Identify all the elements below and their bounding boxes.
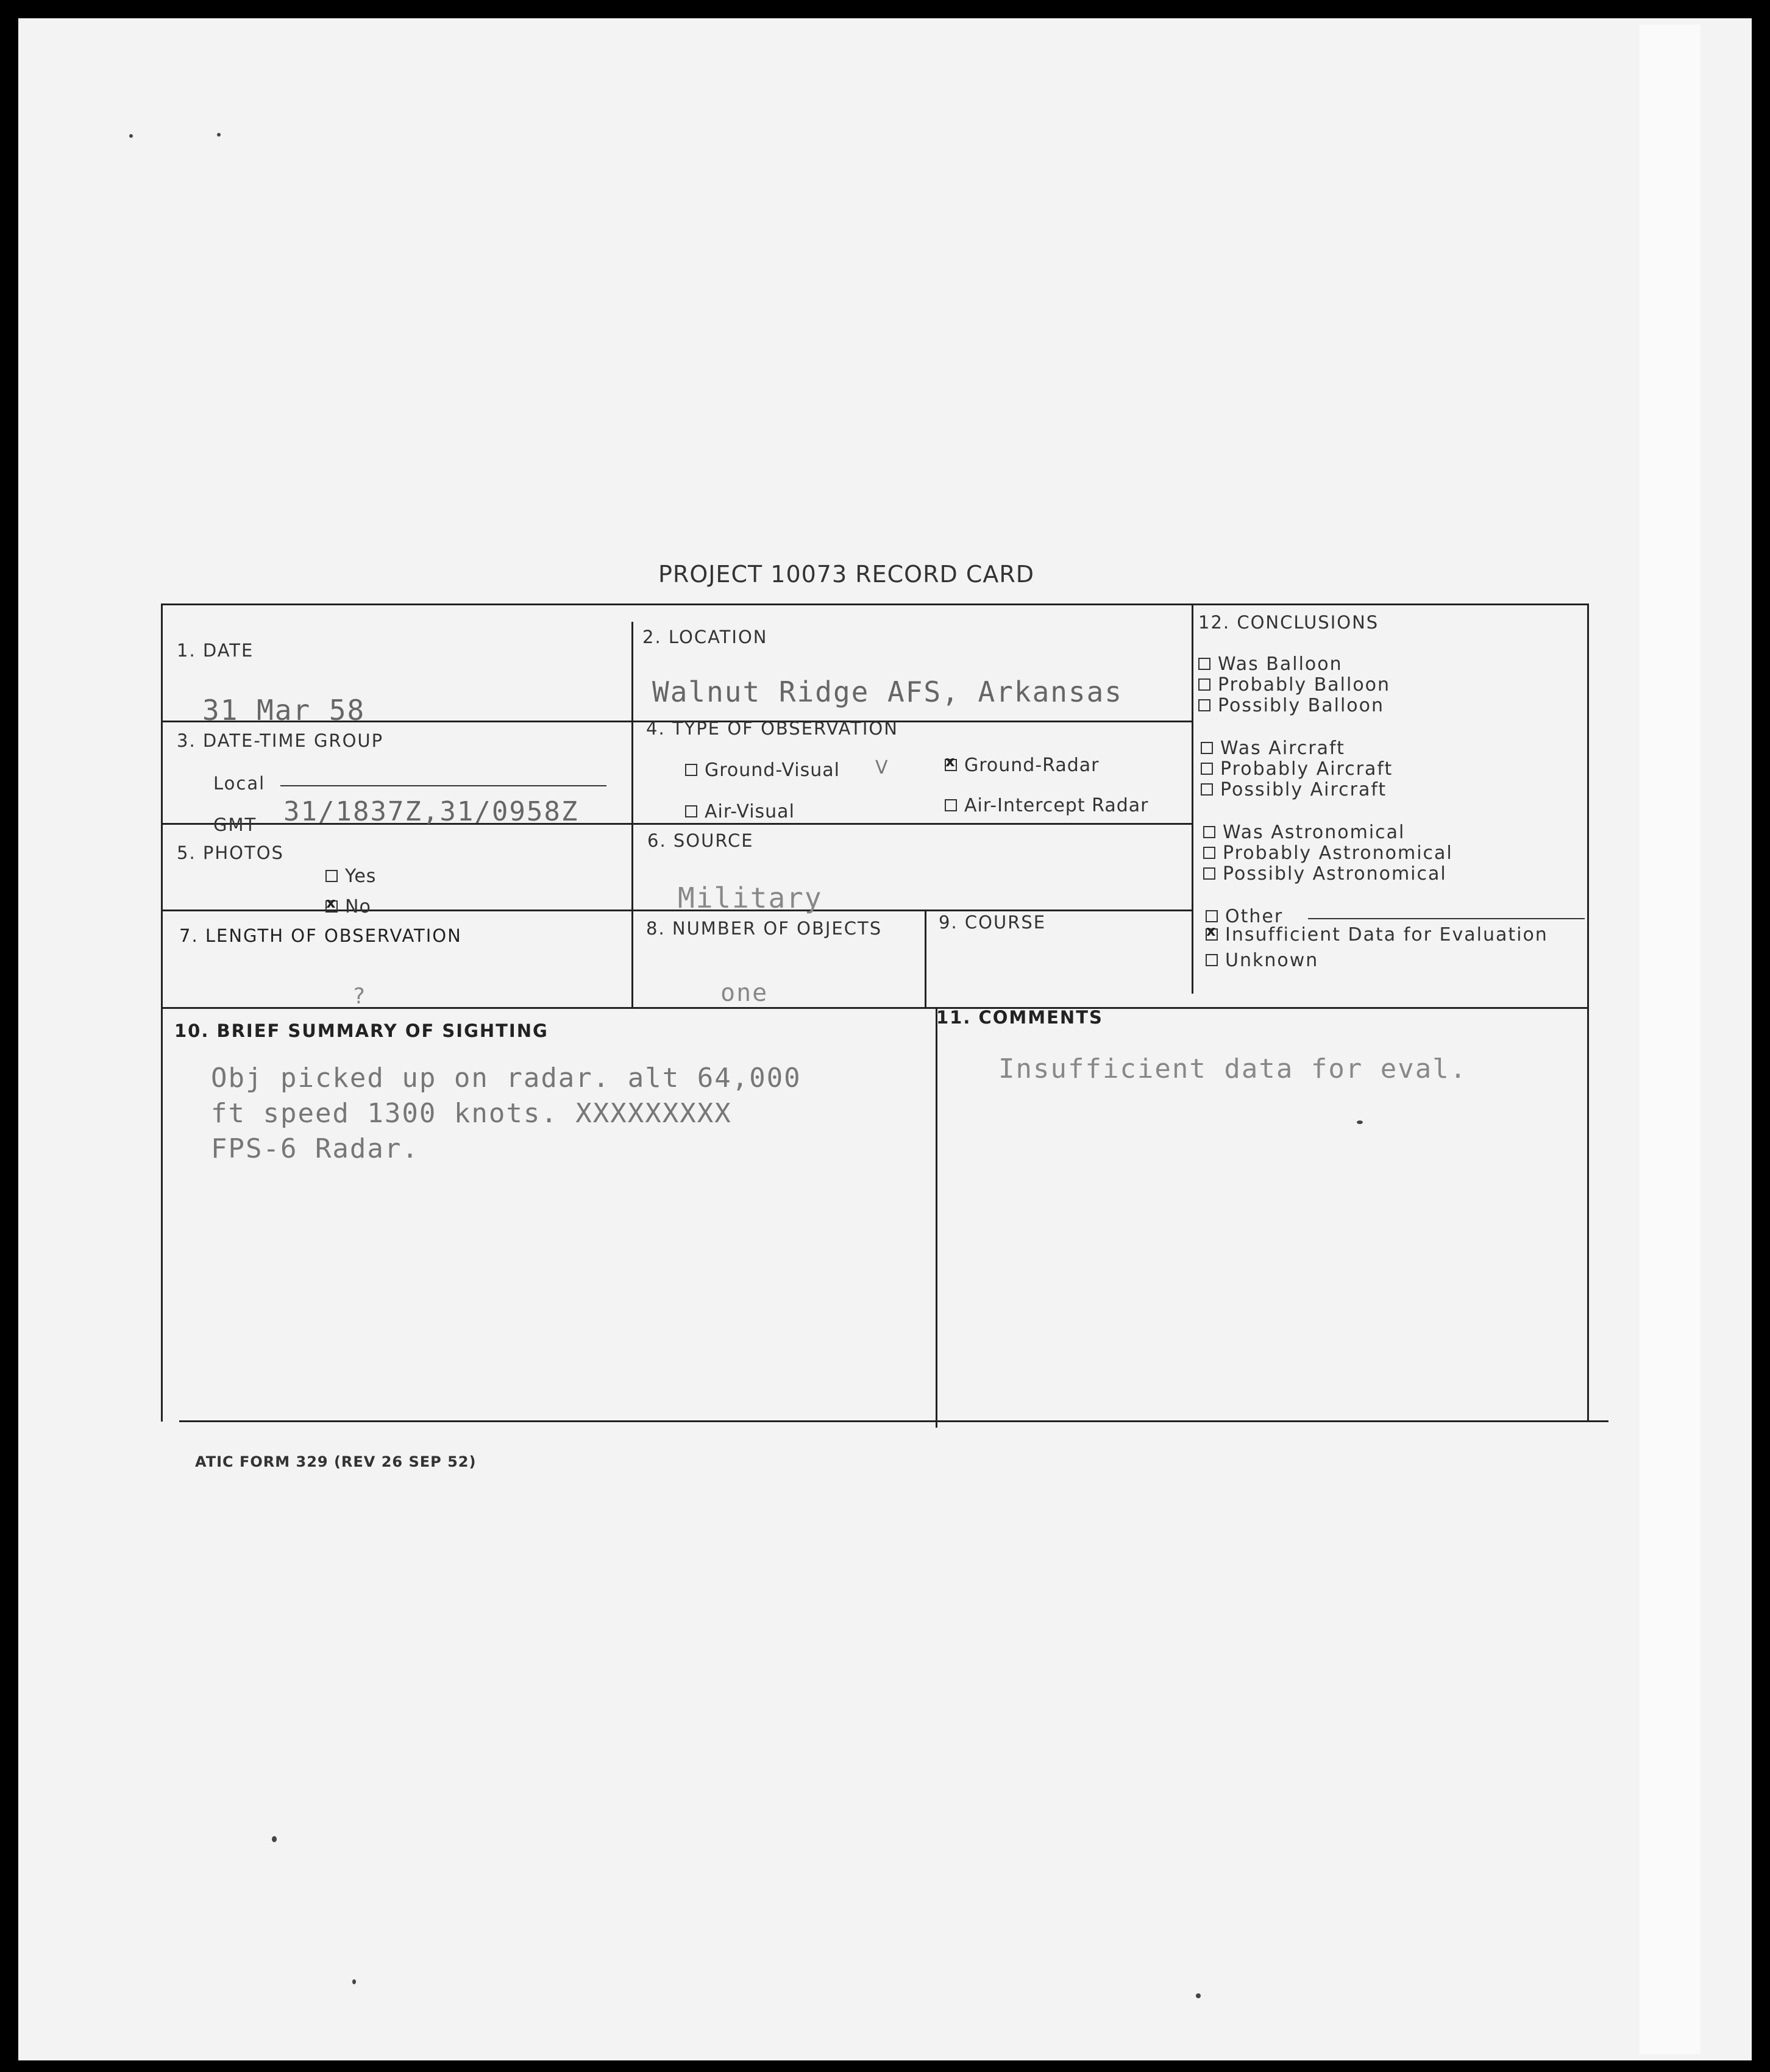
local-label: Local <box>213 773 266 794</box>
conclusion-label: Was Astronomical <box>1223 822 1406 843</box>
conclusion-possibly-aircraft <box>1201 779 1387 800</box>
source-label: 6. SOURCE <box>647 830 754 851</box>
conclusion-label: Unknown <box>1225 950 1319 971</box>
source-value: Military <box>678 881 823 914</box>
checkbox-possibly-balloon <box>1198 699 1210 711</box>
type-of-observation-label: 4. TYPE OF OBSERVATION <box>646 718 898 739</box>
course-label: 9. COURSE <box>939 912 1047 933</box>
local-underline <box>280 785 606 786</box>
summary-line: FPS-6 Radar. <box>211 1133 419 1164</box>
option-air-intercept-radar <box>945 795 1148 816</box>
location-value: Walnut Ridge AFS, Arkansas <box>652 675 1123 708</box>
divider-objects-course <box>925 910 926 1007</box>
conclusion-label: Was Balloon <box>1218 653 1343 675</box>
conclusions-label: 12. CONCLUSIONS <box>1198 612 1379 633</box>
checkbox-ground-radar-checked <box>945 759 957 771</box>
conclusion-possibly-astronomical <box>1203 863 1447 885</box>
option-photos-yes <box>325 866 376 887</box>
checkbox-was-balloon <box>1198 658 1210 670</box>
card-border-left <box>161 603 163 1422</box>
checkbox-insufficient-data-checked <box>1206 928 1218 941</box>
dust-speck <box>129 134 133 138</box>
summary-line: ft speed 1300 knots. XXXXXXXXX <box>211 1098 732 1129</box>
paper-edge <box>1640 24 1701 2054</box>
conclusion-was-balloon <box>1198 653 1343 675</box>
divider-row-3 <box>161 910 1192 911</box>
conclusion-label: Possibly Balloon <box>1218 695 1384 716</box>
card-border-right <box>1587 603 1589 1422</box>
conclusion-label: Probably Balloon <box>1218 674 1391 696</box>
dust-speck <box>1196 1993 1201 1998</box>
gmt-value: 31/1837Z,31/0958Z <box>283 796 579 827</box>
form-footer: ATIC FORM 329 (REV 26 SEP 52) <box>195 1453 477 1470</box>
divider-conclusions <box>1192 603 1193 994</box>
divider-date-location <box>631 622 633 1008</box>
checkbox-probably-astronomical <box>1203 847 1215 859</box>
divider-summary-comments <box>936 1007 937 1428</box>
date-value: 31 Mar 58 <box>202 694 366 727</box>
date-label: 1. DATE <box>177 640 254 661</box>
dust-speck <box>217 133 221 137</box>
length-of-observation-value: ? <box>352 984 367 1009</box>
conclusion-was-aircraft <box>1201 738 1345 759</box>
comments-value: Insufficient data for eval. <box>998 1053 1468 1084</box>
dust-speck <box>1357 1120 1363 1124</box>
summary-line: Obj picked up on radar. alt 64,000 <box>211 1063 801 1094</box>
number-of-objects-value: one <box>720 979 769 1007</box>
gmt-label: GMT <box>213 814 257 835</box>
location-label: 2. LOCATION <box>642 627 768 647</box>
conclusion-probably-balloon <box>1198 674 1390 696</box>
card-border-bottom <box>179 1420 1608 1422</box>
dust-speck <box>272 1836 277 1842</box>
card-border-top <box>161 603 1587 605</box>
conclusion-label: Was Aircraft <box>1220 738 1345 759</box>
option-label: Ground-Visual <box>705 760 840 781</box>
date-time-group-label: 3. DATE-TIME GROUP <box>177 730 384 751</box>
option-air-visual <box>685 801 795 822</box>
conclusion-label: Possibly Aircraft <box>1220 779 1387 800</box>
option-photos-no <box>325 896 371 917</box>
option-ground-radar <box>945 755 1100 776</box>
option-label: No <box>345 896 371 917</box>
conclusion-label: Other <box>1225 906 1284 927</box>
length-of-observation-label: 7. LENGTH OF OBSERVATION <box>179 925 462 946</box>
conclusion-unknown <box>1206 950 1318 971</box>
checkbox-photos-no-checked <box>325 900 338 913</box>
photos-label: 5. PHOTOS <box>177 842 284 863</box>
checkbox-air-visual <box>685 805 697 817</box>
conclusion-label: Insufficient Data for Evaluation <box>1225 924 1548 945</box>
checkbox-unknown <box>1206 954 1218 966</box>
checkbox-air-intercept-radar <box>945 799 957 811</box>
checkbox-was-aircraft <box>1201 742 1213 754</box>
conclusion-label: Probably Astronomical <box>1223 842 1453 864</box>
other-underline <box>1308 918 1585 919</box>
conclusion-was-astronomical <box>1203 822 1405 843</box>
conclusion-label: Possibly Astronomical <box>1223 863 1447 885</box>
divider-row-4 <box>161 1007 1587 1009</box>
checkbox-possibly-aircraft <box>1201 783 1213 796</box>
option-label: Yes <box>345 866 377 887</box>
conclusion-insufficient-data <box>1206 924 1548 945</box>
card-title: PROJECT 10073 RECORD CARD <box>658 561 1035 588</box>
option-label: Air-Intercept Radar <box>964 795 1149 816</box>
number-of-objects-label: 8. NUMBER OF OBJECTS <box>646 918 883 939</box>
summary-label: 10. BRIEF SUMMARY OF SIGHTING <box>174 1020 549 1041</box>
conclusion-probably-aircraft <box>1201 758 1393 780</box>
checkbox-ground-visual <box>685 764 697 776</box>
observation-mark: V <box>875 757 889 778</box>
option-label: Air-Visual <box>705 801 795 822</box>
option-ground-visual <box>685 760 840 781</box>
comments-label: 11. COMMENTS <box>936 1007 1103 1028</box>
checkbox-probably-balloon <box>1198 678 1210 691</box>
option-label: Ground-Radar <box>964 755 1100 776</box>
checkbox-possibly-astronomical <box>1203 867 1215 880</box>
checkbox-photos-yes <box>325 870 338 882</box>
conclusion-label: Probably Aircraft <box>1220 758 1393 780</box>
checkbox-probably-aircraft <box>1201 763 1213 775</box>
dust-speck <box>352 1979 356 1984</box>
conclusion-probably-astronomical <box>1203 842 1453 864</box>
conclusion-possibly-balloon <box>1198 695 1384 716</box>
summary-text <box>211 1061 801 1167</box>
checkbox-was-astronomical <box>1203 826 1215 838</box>
checkbox-other <box>1206 910 1218 922</box>
